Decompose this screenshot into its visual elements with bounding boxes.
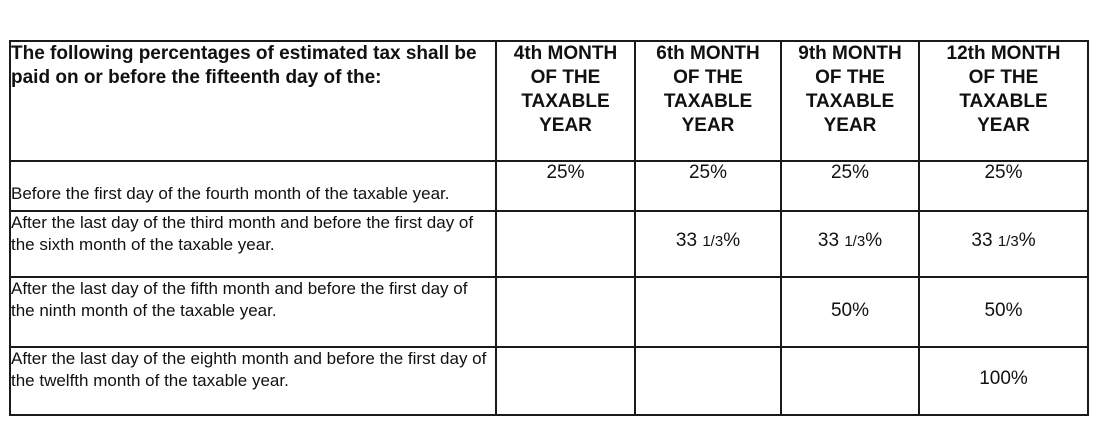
month-header-12th [919,41,1088,161]
table-row [10,211,1088,277]
percentage-suffix: % [865,230,883,251]
percentage-whole: 33 [675,230,703,251]
row-description: Before the first day of the fourth month of the taxable year. [10,161,496,211]
month-header-line: YEAR [681,115,735,136]
estimated-tax-table [9,40,1089,416]
month-header-line: OF THE [673,67,743,88]
percentage-fraction: 1/3 [997,233,1019,250]
percentage-cell [635,277,781,347]
percentage-cell [496,277,635,347]
month-header-line: OF THE [968,67,1039,88]
header-row [10,41,1088,161]
percentage-cell [781,347,919,415]
percentage-suffix: % [723,230,741,251]
percentage-suffix: % [1018,230,1036,251]
intro-header: The following percentages of estimated tax shall be paid on or before the fifteenth day of the: [10,41,496,161]
month-header-line: YEAR [539,115,592,136]
percentage-whole: 33 [971,230,998,251]
month-header-line: TAXABLE [959,91,1048,112]
month-header-line: YEAR [977,115,1030,136]
month-header-line: TAXABLE [521,91,610,112]
percentage-cell: 25% [781,161,919,211]
month-header-line: OF THE [530,67,601,88]
percentage-cell [496,347,635,415]
percentage-cell: 25% [919,161,1088,211]
table-container [9,40,1089,416]
month-header-6th [635,41,781,161]
month-header-line: 4th MONTH [513,43,618,64]
percentage-cell: 25% [635,161,781,211]
month-header-line: TAXABLE [663,91,753,112]
percentage-cell: 50% [781,277,919,347]
percentage-fraction: 1/3 [702,233,724,250]
table-row [10,277,1088,347]
percentage-cell [781,211,919,277]
month-header-line: TAXABLE [805,91,895,112]
percentage-cell [919,211,1088,277]
month-header-line: 12th MONTH [946,43,1061,64]
percentage-cell: 100% [919,347,1088,415]
month-header-4th [496,41,635,161]
table-row [10,161,1088,211]
month-header-line: 6th MONTH [656,43,760,64]
percentage-cell: 25% [496,161,635,211]
month-header-line: YEAR [823,115,877,136]
percentage-whole: 33 [817,230,845,251]
percentage-cell [496,211,635,277]
row-description: After the last day of the eighth month and before the first day of the twelfth month of the taxable year. [10,347,496,415]
row-description: After the last day of the fifth month and before the first day of the ninth month of the taxable year. [10,277,496,347]
row-description: After the last day of the third month and before the first day of the sixth month of the taxable year. [10,211,496,277]
table-row [10,347,1088,415]
month-header-9th [781,41,919,161]
percentage-cell [635,211,781,277]
percentage-fraction: 1/3 [844,233,866,250]
month-header-line: 9th MONTH [798,43,902,64]
percentage-cell [635,347,781,415]
percentage-cell: 50% [919,277,1088,347]
month-header-line: OF THE [815,67,885,88]
